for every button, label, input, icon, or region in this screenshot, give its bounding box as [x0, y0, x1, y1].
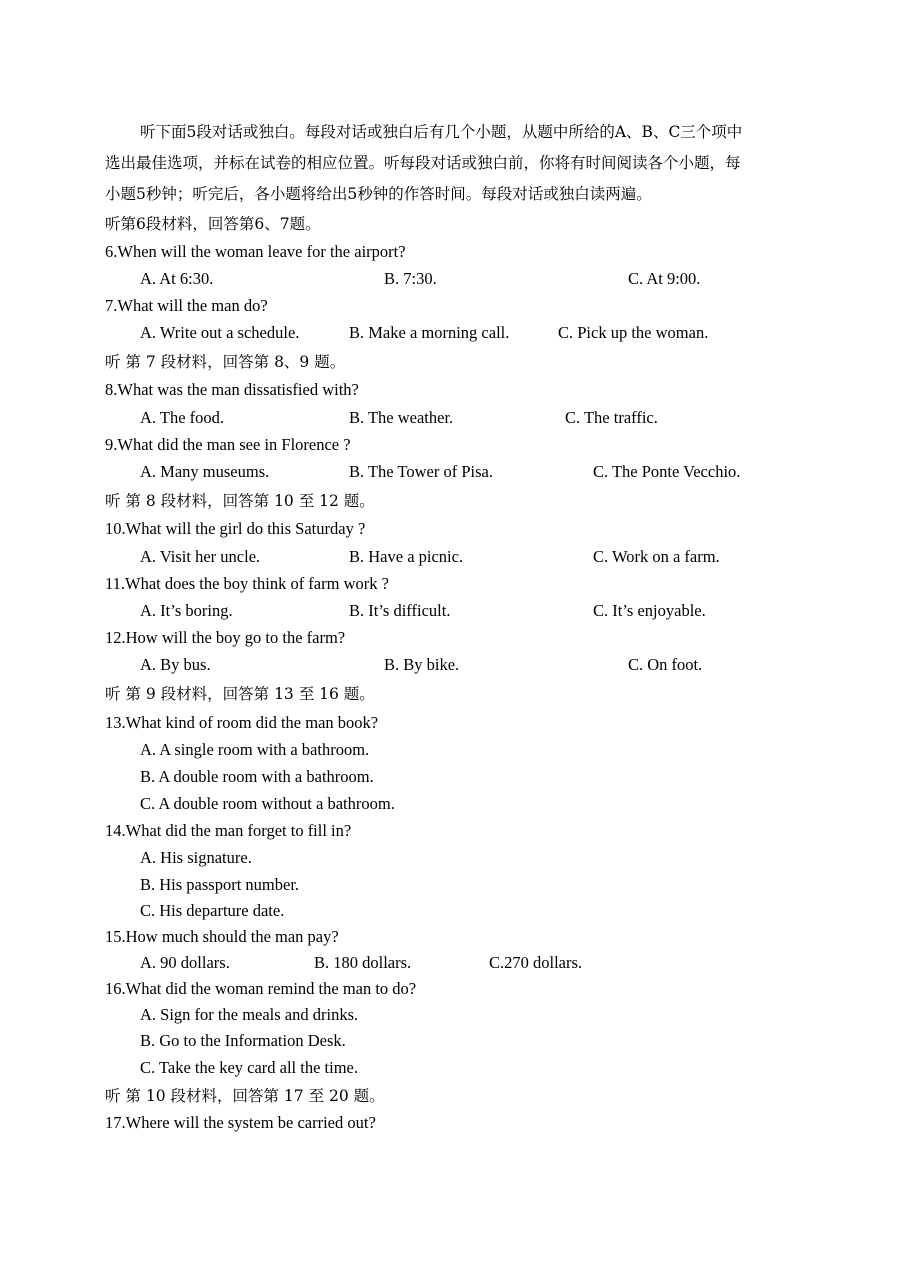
q15-option-b: B. 180 dollars.	[314, 953, 412, 972]
q15-option-a: A. 90 dollars.	[140, 953, 230, 972]
q8-option-c: C. The traffic.	[565, 408, 658, 427]
q14-option-b: B. His passport number.	[140, 875, 300, 894]
q15-option-c: C.270 dollars.	[489, 953, 583, 972]
q9-option-c: C. The Ponte Vecchio.	[593, 462, 741, 481]
question-16: 16.What did the woman remind the man to do?	[105, 979, 417, 998]
section-header: 听 第 9 段材料，回答第 13 至 16 题。	[105, 685, 375, 703]
question-9: 9.What did the man see in Florence ?	[105, 435, 351, 454]
question-17: 17.Where will the system be carried out?	[105, 1113, 376, 1132]
question-8: 8.What was the man dissatisfied with?	[105, 380, 359, 399]
question-15: 15.How much should the man pay?	[105, 927, 339, 946]
q6-option-b: B. 7:30.	[384, 269, 437, 288]
q10-option-c: C. Work on a farm.	[593, 547, 720, 566]
q10-option-b: B. Have a picnic.	[349, 547, 464, 566]
q16-option-c: C. Take the key card all the time.	[140, 1058, 359, 1077]
section-header: 听 第 7 段材料，回答第 8、9 题。	[105, 353, 346, 371]
q14-option-c: C. His departure date.	[140, 901, 285, 920]
q10-option-a: A. Visit her uncle.	[140, 547, 261, 566]
q14-option-a: A. His signature.	[140, 848, 252, 867]
q12-option-c: C. On foot.	[628, 655, 703, 674]
q9-option-b: B. The Tower of Pisa.	[349, 462, 493, 481]
q12-option-b: B. By bike.	[384, 655, 460, 674]
instructions-line-1: 听下面5段对话或独白。每段对话或独白后有几个小题，从题中所给的A、B、C三个项中	[140, 123, 743, 141]
section-header: 听 第 8 段材料，回答第 10 至 12 题。	[105, 492, 375, 510]
q13-option-a: A. A single room with a bathroom.	[140, 740, 370, 759]
q12-option-a: A. By bus.	[140, 655, 211, 674]
q16-option-b: B. Go to the Information Desk.	[140, 1031, 346, 1050]
question-12: 12.How will the boy go to the farm?	[105, 628, 346, 647]
instructions-line-2: 选出最佳选项，并标在试卷的相应位置。听每段对话或独白前，你将有时间阅读各个小题，每	[105, 154, 741, 172]
q9-option-a: A. Many museums.	[140, 462, 270, 481]
question-11: 11.What does the boy think of farm work ?	[105, 574, 389, 593]
question-6: 6.When will the woman leave for the airport?	[105, 242, 406, 261]
q11-option-b: B. It’s difficult.	[349, 601, 451, 620]
q11-option-c: C. It’s enjoyable.	[593, 601, 706, 620]
q8-option-b: B. The weather.	[349, 408, 454, 427]
q13-option-b: B. A double room with a bathroom.	[140, 767, 374, 786]
question-13: 13.What kind of room did the man book?	[105, 713, 379, 732]
question-7: 7.What will the man do?	[105, 296, 268, 315]
q16-option-a: A. Sign for the meals and drinks.	[140, 1005, 359, 1024]
q13-option-c: C. A double room without a bathroom.	[140, 794, 395, 813]
section-header: 听第6段材料，回答第6、7题。	[105, 215, 321, 233]
instructions-line-3: 小题5秒钟；听完后，各小题将给出5秒钟的作答时间。每段对话或独白读两遍。	[105, 185, 652, 203]
q11-option-a: A. It’s boring.	[140, 601, 233, 620]
q8-option-a: A. The food.	[140, 408, 225, 427]
question-14: 14.What did the man forget to fill in?	[105, 821, 352, 840]
section-header: 听 第 10 段材料，回答第 17 至 20 题。	[105, 1087, 385, 1105]
question-10: 10.What will the girl do this Saturday ?	[105, 519, 366, 538]
q7-option-b: B. Make a morning call.	[349, 323, 510, 342]
q7-option-a: A. Write out a schedule.	[140, 323, 300, 342]
q6-option-a: A. At 6:30.	[140, 269, 214, 288]
q7-option-c: C. Pick up the woman.	[558, 323, 709, 342]
q6-option-c: C. At 9:00.	[628, 269, 701, 288]
